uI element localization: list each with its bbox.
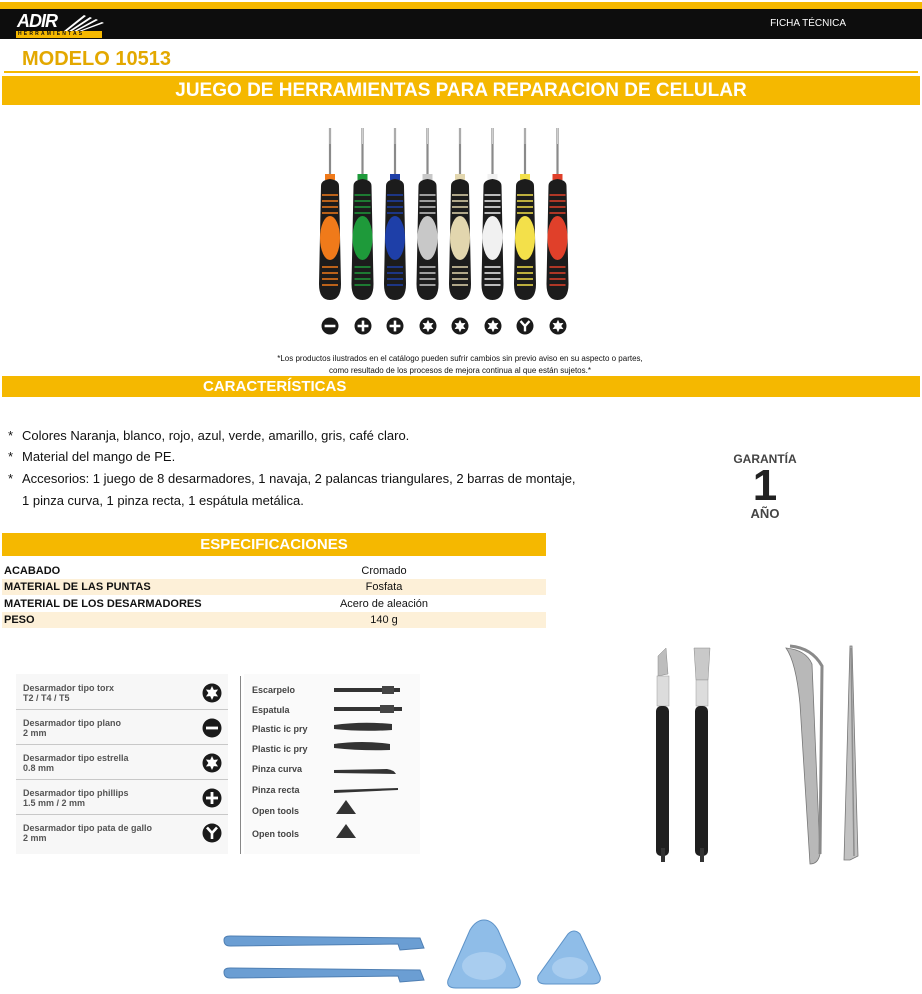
star-icon — [202, 753, 222, 773]
warranty-unit: AÑO — [750, 506, 780, 521]
triangle-picks-image — [440, 918, 610, 990]
panel-divider — [240, 676, 241, 854]
feature-item — [8, 426, 409, 446]
disclaimer — [240, 353, 680, 377]
star-icon — [419, 317, 437, 335]
spec-value: Acero de aleación — [339, 598, 429, 610]
brand-name: ADIR — [17, 11, 57, 31]
tip-type-label: Desarmador tipo phillips 1.5 mm / 2 mm — [23, 788, 129, 808]
feature-item — [8, 447, 175, 467]
warranty-label: GARANTÍA — [733, 452, 797, 466]
minus-icon — [202, 718, 222, 738]
tip-type-row — [16, 711, 228, 745]
tip-type-row — [16, 816, 228, 850]
bullet: * — [8, 428, 14, 443]
brand-logo — [14, 11, 106, 37]
tip-type-label: Desarmador tipo estrella 0.8 mm — [23, 753, 129, 773]
star-icon — [484, 317, 502, 335]
accessory-label: Plastic ic pry — [252, 744, 308, 754]
spec-key: ACABADO — [4, 565, 61, 577]
screwdriver — [482, 128, 504, 300]
accessory-label: Espatula — [252, 705, 290, 715]
screwdriver — [514, 128, 536, 300]
product-title: JUEGO DE HERRAMIENTAS PARA REPARACION DE CELULAR — [2, 76, 920, 105]
tweezers-image — [776, 644, 866, 866]
screwdriver — [449, 128, 471, 300]
knife-and-spatula-image — [648, 646, 726, 864]
specs-title: ESPECIFICACIONES — [2, 533, 546, 556]
star-icon — [202, 683, 222, 703]
feature-text: Colores Naranja, blanco, rojo, azul, verde, amarillo, gris, café claro. — [22, 428, 410, 443]
tip-type-label: Desarmador tipo torx T2 / T4 / T5 — [23, 683, 115, 703]
tip-type-label: Desarmador tipo pata de gallo 2 mm — [23, 823, 153, 843]
spec-value: Fosfata — [365, 581, 403, 593]
star-icon — [451, 317, 469, 335]
plus-icon — [202, 788, 222, 808]
screwdriver — [352, 128, 374, 300]
spec-key: PESO — [4, 614, 35, 626]
model-number: MODELO 10513 — [22, 48, 171, 70]
star-icon — [549, 317, 567, 335]
accessory-label: Escarpelo — [252, 685, 296, 695]
screwdriver — [417, 128, 439, 300]
pry-bars-image — [220, 930, 430, 986]
y-icon — [202, 823, 222, 843]
plus-icon — [386, 317, 404, 335]
disclaimer-line-2: como resultado de los procesos de mejora continua al que están sujetos.* — [329, 366, 591, 375]
tip-type-label: Desarmador tipo plano 2 mm — [23, 718, 122, 738]
model-divider — [4, 71, 918, 73]
disclaimer-line-1: *Los productos ilustrados en el catálogo pueden sufrir cambios sin previo aviso en su aspecto o partes, — [277, 354, 643, 363]
accessory-thumbnails — [332, 682, 408, 852]
spec-row — [2, 579, 546, 595]
brand-subtitle: HERRAMIENTAS — [18, 31, 85, 37]
bullet: * — [8, 471, 14, 486]
screwdriver — [384, 128, 406, 300]
accessory-label: Open tools — [252, 806, 299, 816]
tip-type-row — [16, 746, 228, 780]
plus-icon — [354, 317, 372, 335]
features-header-bar — [2, 376, 920, 397]
feature-item-continuation: 1 pinza curva, 1 pinza recta, 1 espátula metálica. — [22, 493, 304, 508]
logo-fan-graphic — [64, 13, 106, 31]
y-icon — [516, 317, 534, 335]
tip-type-row — [16, 676, 228, 710]
accessory-label: Open tools — [252, 829, 299, 839]
feature-text: Material del mango de PE. — [22, 449, 176, 464]
spec-key: MATERIAL DE LAS PUNTAS — [4, 581, 151, 593]
spec-row — [2, 563, 546, 579]
spec-row — [2, 596, 546, 612]
spec-value: Cromado — [361, 565, 407, 577]
warranty-badge — [722, 440, 808, 532]
doc-type-label: FICHA TÉCNICA — [770, 18, 846, 29]
spec-key: MATERIAL DE LOS DESARMADORES — [4, 598, 202, 610]
tip-type-row — [16, 781, 228, 815]
screwdriver-set-image — [310, 124, 578, 304]
spec-value: 140 g — [370, 614, 398, 626]
accessory-label: Plastic ic pry — [252, 724, 308, 734]
accessory-label: Pinza recta — [252, 785, 300, 795]
warranty-number: 1 — [752, 461, 778, 510]
bullet: * — [8, 449, 14, 464]
screwdriver — [547, 128, 569, 300]
accessory-label: Pinza curva — [252, 764, 303, 774]
minus-icon — [321, 317, 339, 335]
header-accent-line — [0, 2, 922, 9]
spec-row — [2, 612, 546, 628]
features-title: CARACTERÍSTICAS — [203, 378, 347, 395]
feature-text: Accesorios: 1 juego de 8 desarmadores, 1 navaja, 2 palancas triangulares, 2 barras de montaje, — [22, 471, 576, 486]
feature-item — [8, 469, 576, 489]
screwdriver — [319, 128, 341, 300]
